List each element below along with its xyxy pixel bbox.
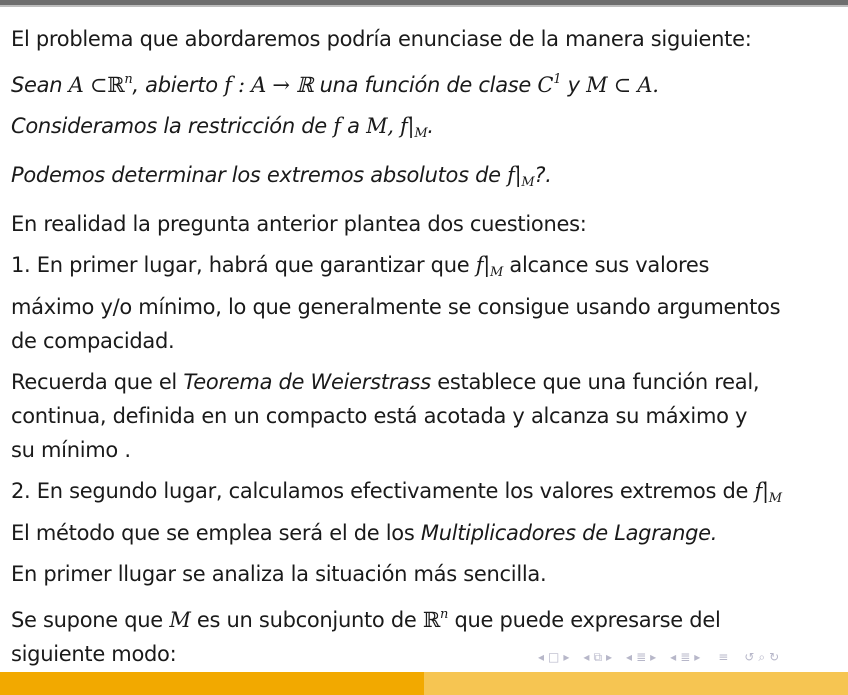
part-icon[interactable]: ≣ [680, 650, 691, 664]
slide-content [11, 22, 837, 671]
section-next-icon[interactable]: ▸ [650, 650, 657, 664]
line-weierstrass [11, 365, 837, 399]
section-icon[interactable]: ≣ [636, 650, 647, 664]
text: establece que una función real, [437, 370, 760, 394]
text: . [427, 114, 434, 138]
beamer-navigation [538, 648, 779, 666]
line-question [11, 158, 837, 200]
footer-bar-left [0, 672, 424, 695]
math-R: ℝ [422, 608, 441, 632]
text: Sean [11, 73, 63, 97]
part-prev-icon[interactable]: ◂ [670, 650, 677, 664]
line-first-point-end: de compacidad. [11, 329, 175, 353]
subsection-prev-icon[interactable]: ◂ [583, 650, 590, 664]
line-lagrange [11, 516, 837, 550]
math-f: f [475, 253, 484, 277]
math-C: C [537, 73, 554, 97]
math-f-map: f : A → ℝ [224, 73, 314, 97]
align-icon[interactable]: ≡ [718, 650, 729, 664]
math-exp-1: 1 [553, 72, 562, 87]
text: Podemos determinar los extremos absolutos de [11, 163, 501, 187]
math-M-subset-A: M ⊂ A. [586, 73, 659, 97]
text: , abierto [132, 73, 218, 97]
subsection-icon[interactable]: ⧉ [593, 649, 603, 664]
line-restriction [11, 109, 837, 151]
section-prev-icon[interactable]: ◂ [626, 650, 633, 664]
text: que puede expresarse del [454, 608, 721, 632]
text: Recuerda que el [11, 370, 177, 394]
math-f: f [507, 163, 515, 187]
line-definition [11, 63, 837, 102]
method-name: Multiplicadores de Lagrange. [420, 521, 718, 545]
math-exp-n: n [124, 72, 133, 87]
text: 1. En primer lugar, habrá que garantizar que [11, 253, 470, 277]
frame-icon[interactable]: □ [548, 650, 560, 664]
subsection-next-icon[interactable]: ▸ [606, 650, 613, 664]
math-subset: ⊂ [89, 73, 108, 97]
math-f: f [754, 479, 762, 503]
line-problem-intro: El problema que abordaremos podría enunciase de la manera siguiente: [11, 27, 752, 51]
math-exp-n: n [440, 607, 449, 622]
line-weierstrass-cont: continua, definida en un compacto está acotada y alcanza su máximo y [11, 404, 748, 428]
math-sub-M: M [768, 491, 782, 506]
line-suppose [11, 598, 837, 637]
text: Consideramos la restricción de [11, 114, 327, 138]
frame-next-icon[interactable]: ▸ [563, 650, 570, 664]
text: ?. [534, 163, 552, 187]
line-two-questions: En realidad la pregunta anterior plantea dos cuestiones: [11, 212, 587, 236]
math-sub-M: M [490, 265, 504, 280]
math-sub-M: M [521, 175, 535, 190]
line-first-point [11, 248, 837, 290]
top-border-shadow [0, 5, 848, 7]
math-M-f: M, f [366, 114, 408, 138]
math-bar: | [407, 114, 415, 138]
line-second-point [11, 474, 837, 516]
text: una función de clase [319, 73, 532, 97]
math-bar: | [483, 253, 490, 277]
text: Se supone que [11, 608, 163, 632]
footer-bar-right [424, 672, 848, 695]
theorem-name: Teorema de Weierstrass [183, 370, 431, 394]
math-sub-M: M [414, 126, 428, 141]
math-M: M [169, 608, 191, 632]
line-first-point-cont: máximo y/o mínimo, lo que generalmente se consigue usando argumentos [11, 295, 781, 319]
line-weierstrass-end: su mínimo . [11, 438, 131, 462]
line-simple-case: En primer llugar se analiza la situación más sencilla. [11, 562, 547, 586]
text: es un subconjunto de [196, 608, 417, 632]
text: y [567, 73, 580, 97]
line-suppose-end: siguiente modo: [11, 642, 177, 666]
frame-prev-icon[interactable]: ◂ [538, 650, 545, 664]
math-bar: | [761, 479, 769, 503]
text: alcance sus valores [509, 253, 710, 277]
search-icon[interactable]: ⌕ [758, 649, 766, 664]
part-next-icon[interactable]: ▸ [694, 650, 701, 664]
text: El método que se emplea será el de los [11, 521, 415, 545]
footer-bar [0, 672, 848, 695]
undo-icon[interactable]: ↺ [744, 650, 755, 664]
math-bar: | [514, 163, 522, 187]
text: 2. En segundo lugar, calculamos efectivamente los valores extremos de [11, 479, 749, 503]
math-R: ℝ [107, 73, 125, 97]
math-f: f [333, 114, 341, 138]
math-A: A [68, 73, 84, 97]
redo-icon[interactable]: ↻ [769, 650, 780, 664]
text: a [347, 114, 360, 138]
